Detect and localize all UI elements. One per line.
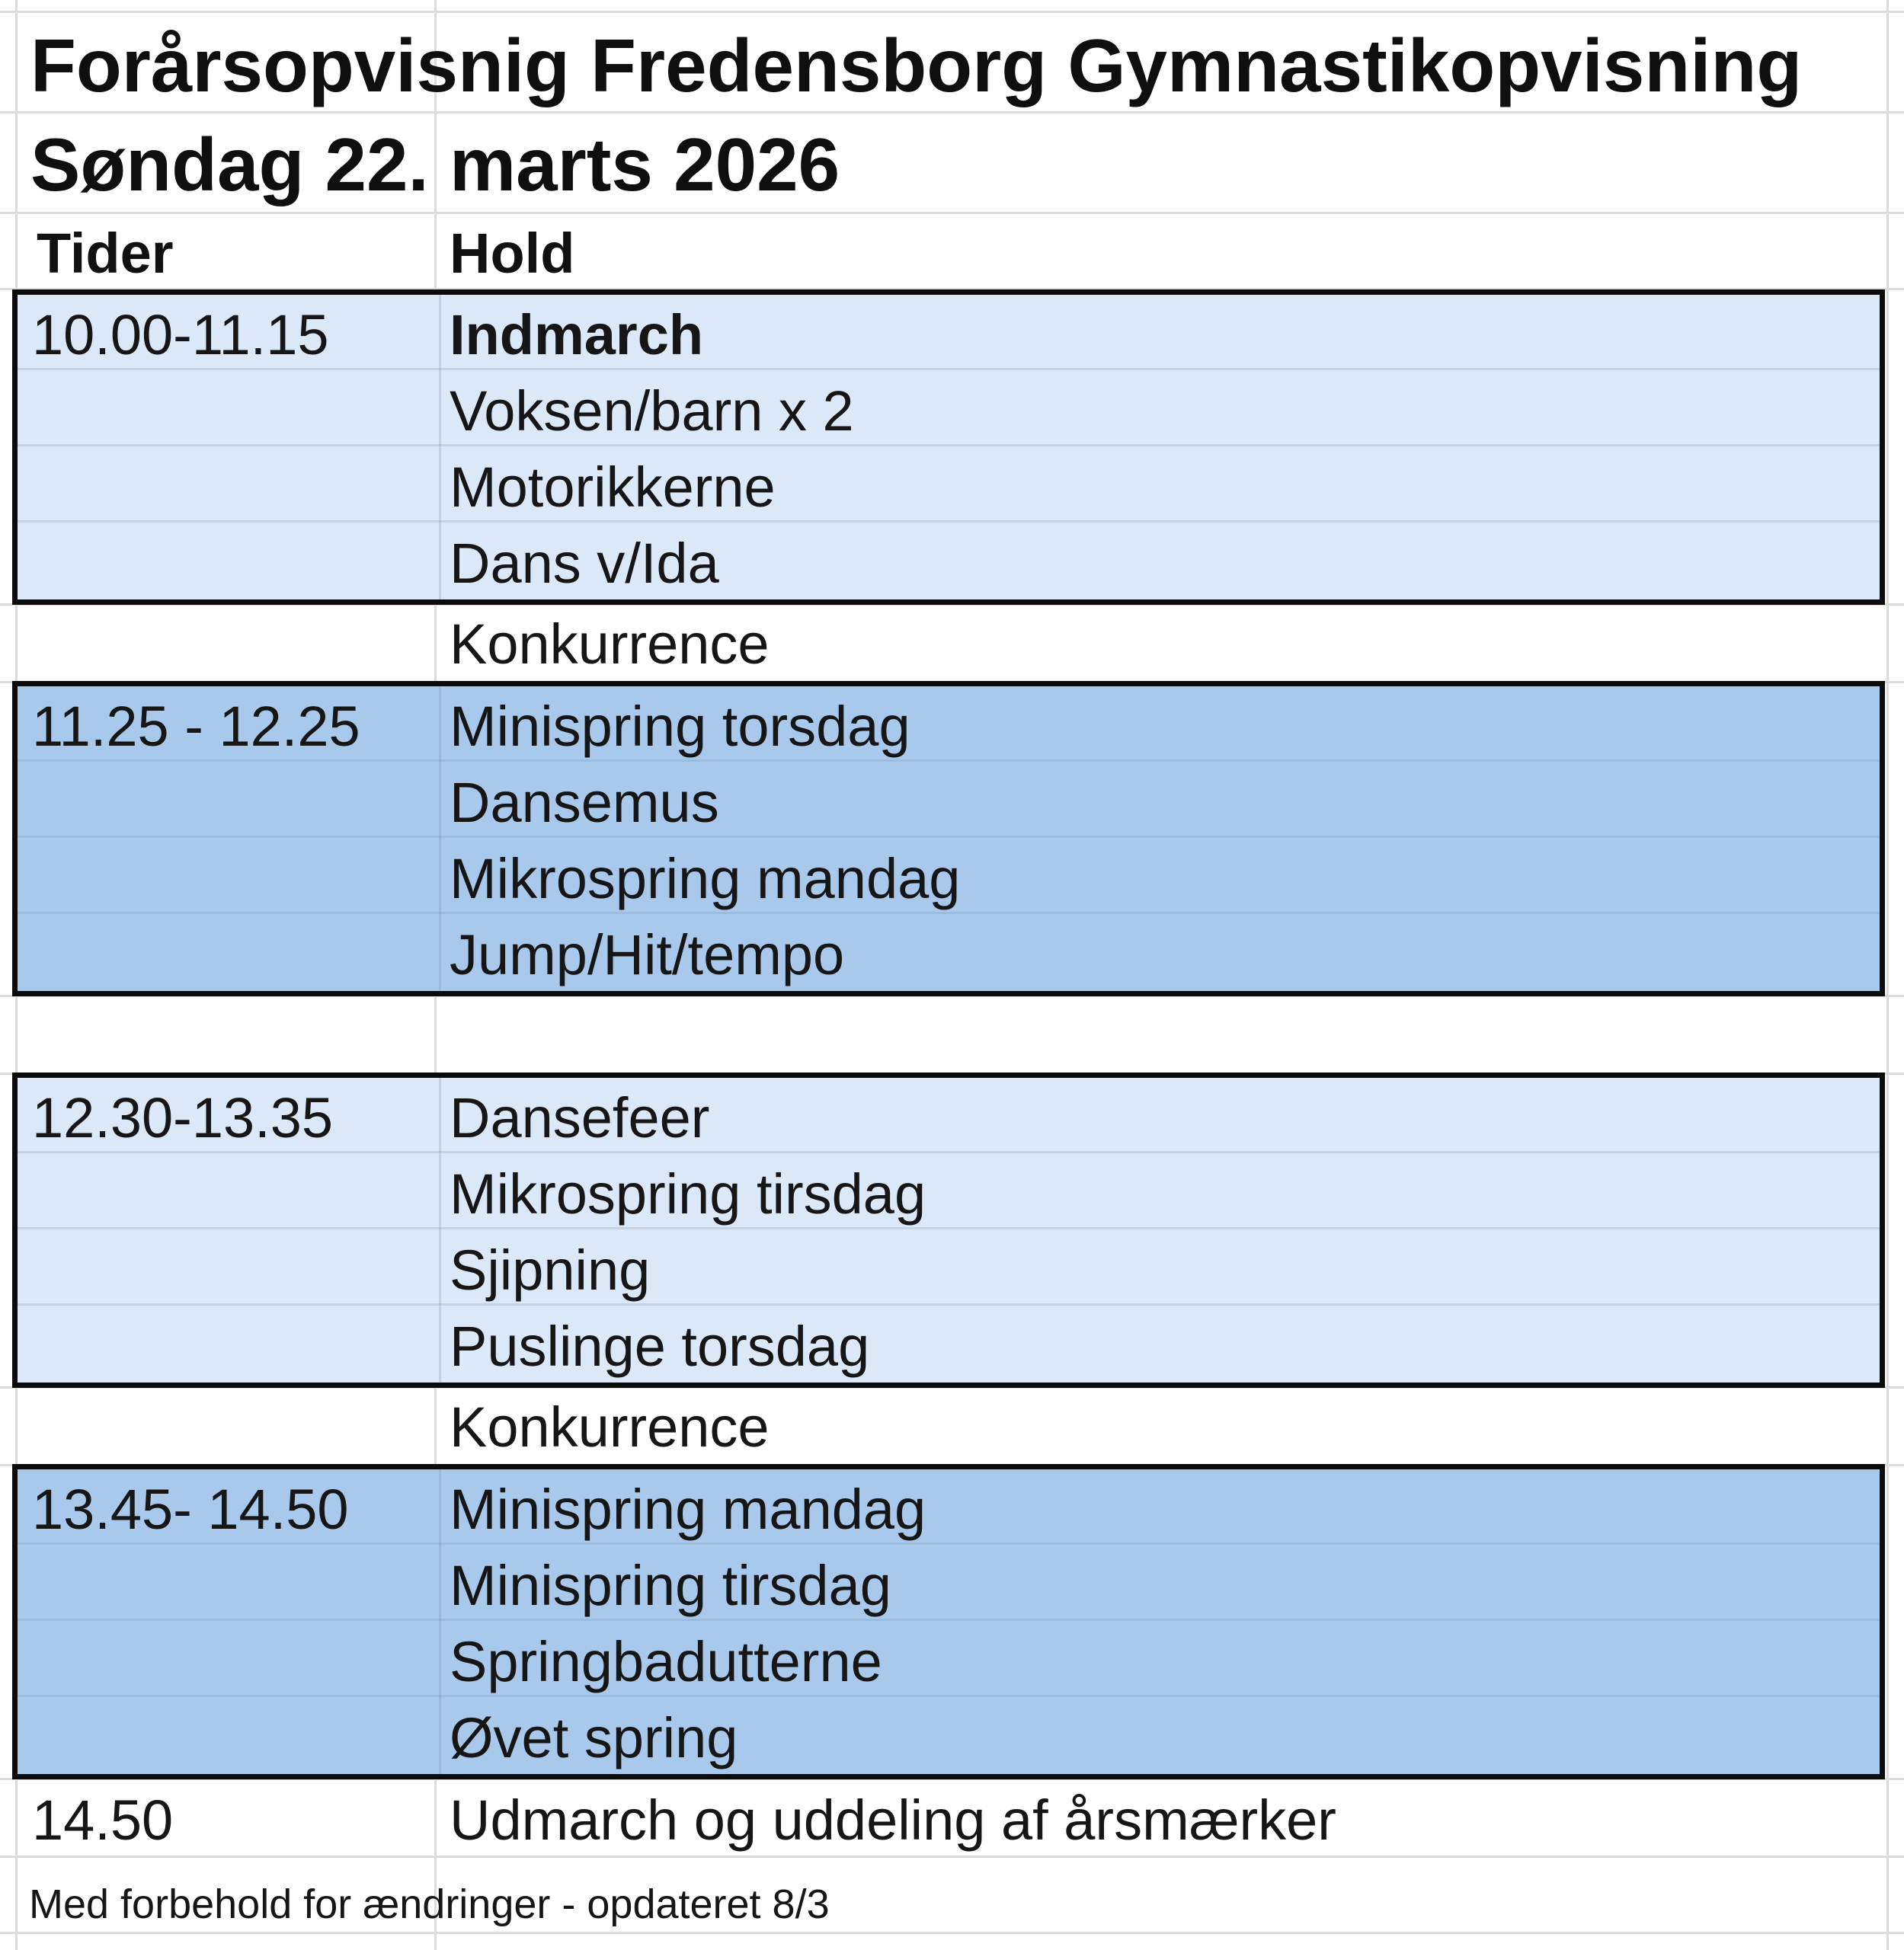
team-item: Motorikkerne [450, 456, 776, 519]
interlude-konkurrence: Konkurrence [450, 1395, 770, 1459]
block-gridline [439, 1469, 441, 1774]
column-header-time: Tider [37, 222, 174, 285]
block-time: 13.45- 14.50 [32, 1478, 349, 1541]
team-item: Minispring torsdag [450, 695, 910, 758]
team-item: Minispring tirsdag [450, 1554, 891, 1617]
team-item: Springbadutterne [450, 1630, 882, 1693]
team-item: Voksen/barn x 2 [450, 379, 854, 443]
closing-item: Udmarch og uddeling af årsmærker [450, 1789, 1336, 1852]
team-item: Mikrospring mandag [450, 847, 961, 910]
team-item: Dans v/Ida [450, 532, 719, 595]
team-item: Minispring mandag [450, 1478, 926, 1541]
team-item: Indmarch [450, 303, 704, 366]
gridline-row [0, 111, 1904, 113]
team-item: Sjipning [450, 1239, 651, 1302]
block-gridline [18, 444, 1880, 446]
team-item: Dansefeer [450, 1086, 710, 1149]
block-time: 12.30-13.35 [32, 1086, 334, 1149]
block-gridline [439, 295, 441, 599]
gridline-row [0, 11, 1904, 13]
page-subtitle-date: Søndag 22. marts 2026 [30, 123, 840, 206]
team-item: Jump/Hit/tempo [450, 923, 845, 986]
block-gridline [18, 520, 1880, 523]
team-item: Puslinge torsdag [450, 1315, 870, 1378]
block-gridline [18, 1619, 1880, 1621]
column-header-team: Hold [450, 222, 575, 285]
page-title: Forårsopvisnig Fredensborg Gymnastikopvisning [30, 24, 1803, 107]
footnote: Med forbehold for ændringer - opdateret 8/3 [29, 1881, 830, 1927]
gridline-col-c [1886, 0, 1889, 1950]
team-item: Øvet spring [450, 1706, 738, 1769]
closing-time: 14.50 [32, 1789, 174, 1852]
block-time: 11.25 - 12.25 [32, 695, 360, 758]
block-gridline [18, 1303, 1880, 1306]
block-time: 10.00-11.15 [32, 303, 329, 366]
block-gridline [18, 836, 1880, 838]
block-gridline [18, 1695, 1880, 1697]
block-gridline [439, 686, 441, 991]
block-gridline [439, 1078, 441, 1383]
interlude-konkurrence: Konkurrence [450, 612, 770, 676]
team-item: Dansemus [450, 771, 719, 834]
gridline-row [0, 212, 1904, 214]
team-item: Mikrospring tirsdag [450, 1162, 926, 1226]
block-gridline [18, 1227, 1880, 1229]
